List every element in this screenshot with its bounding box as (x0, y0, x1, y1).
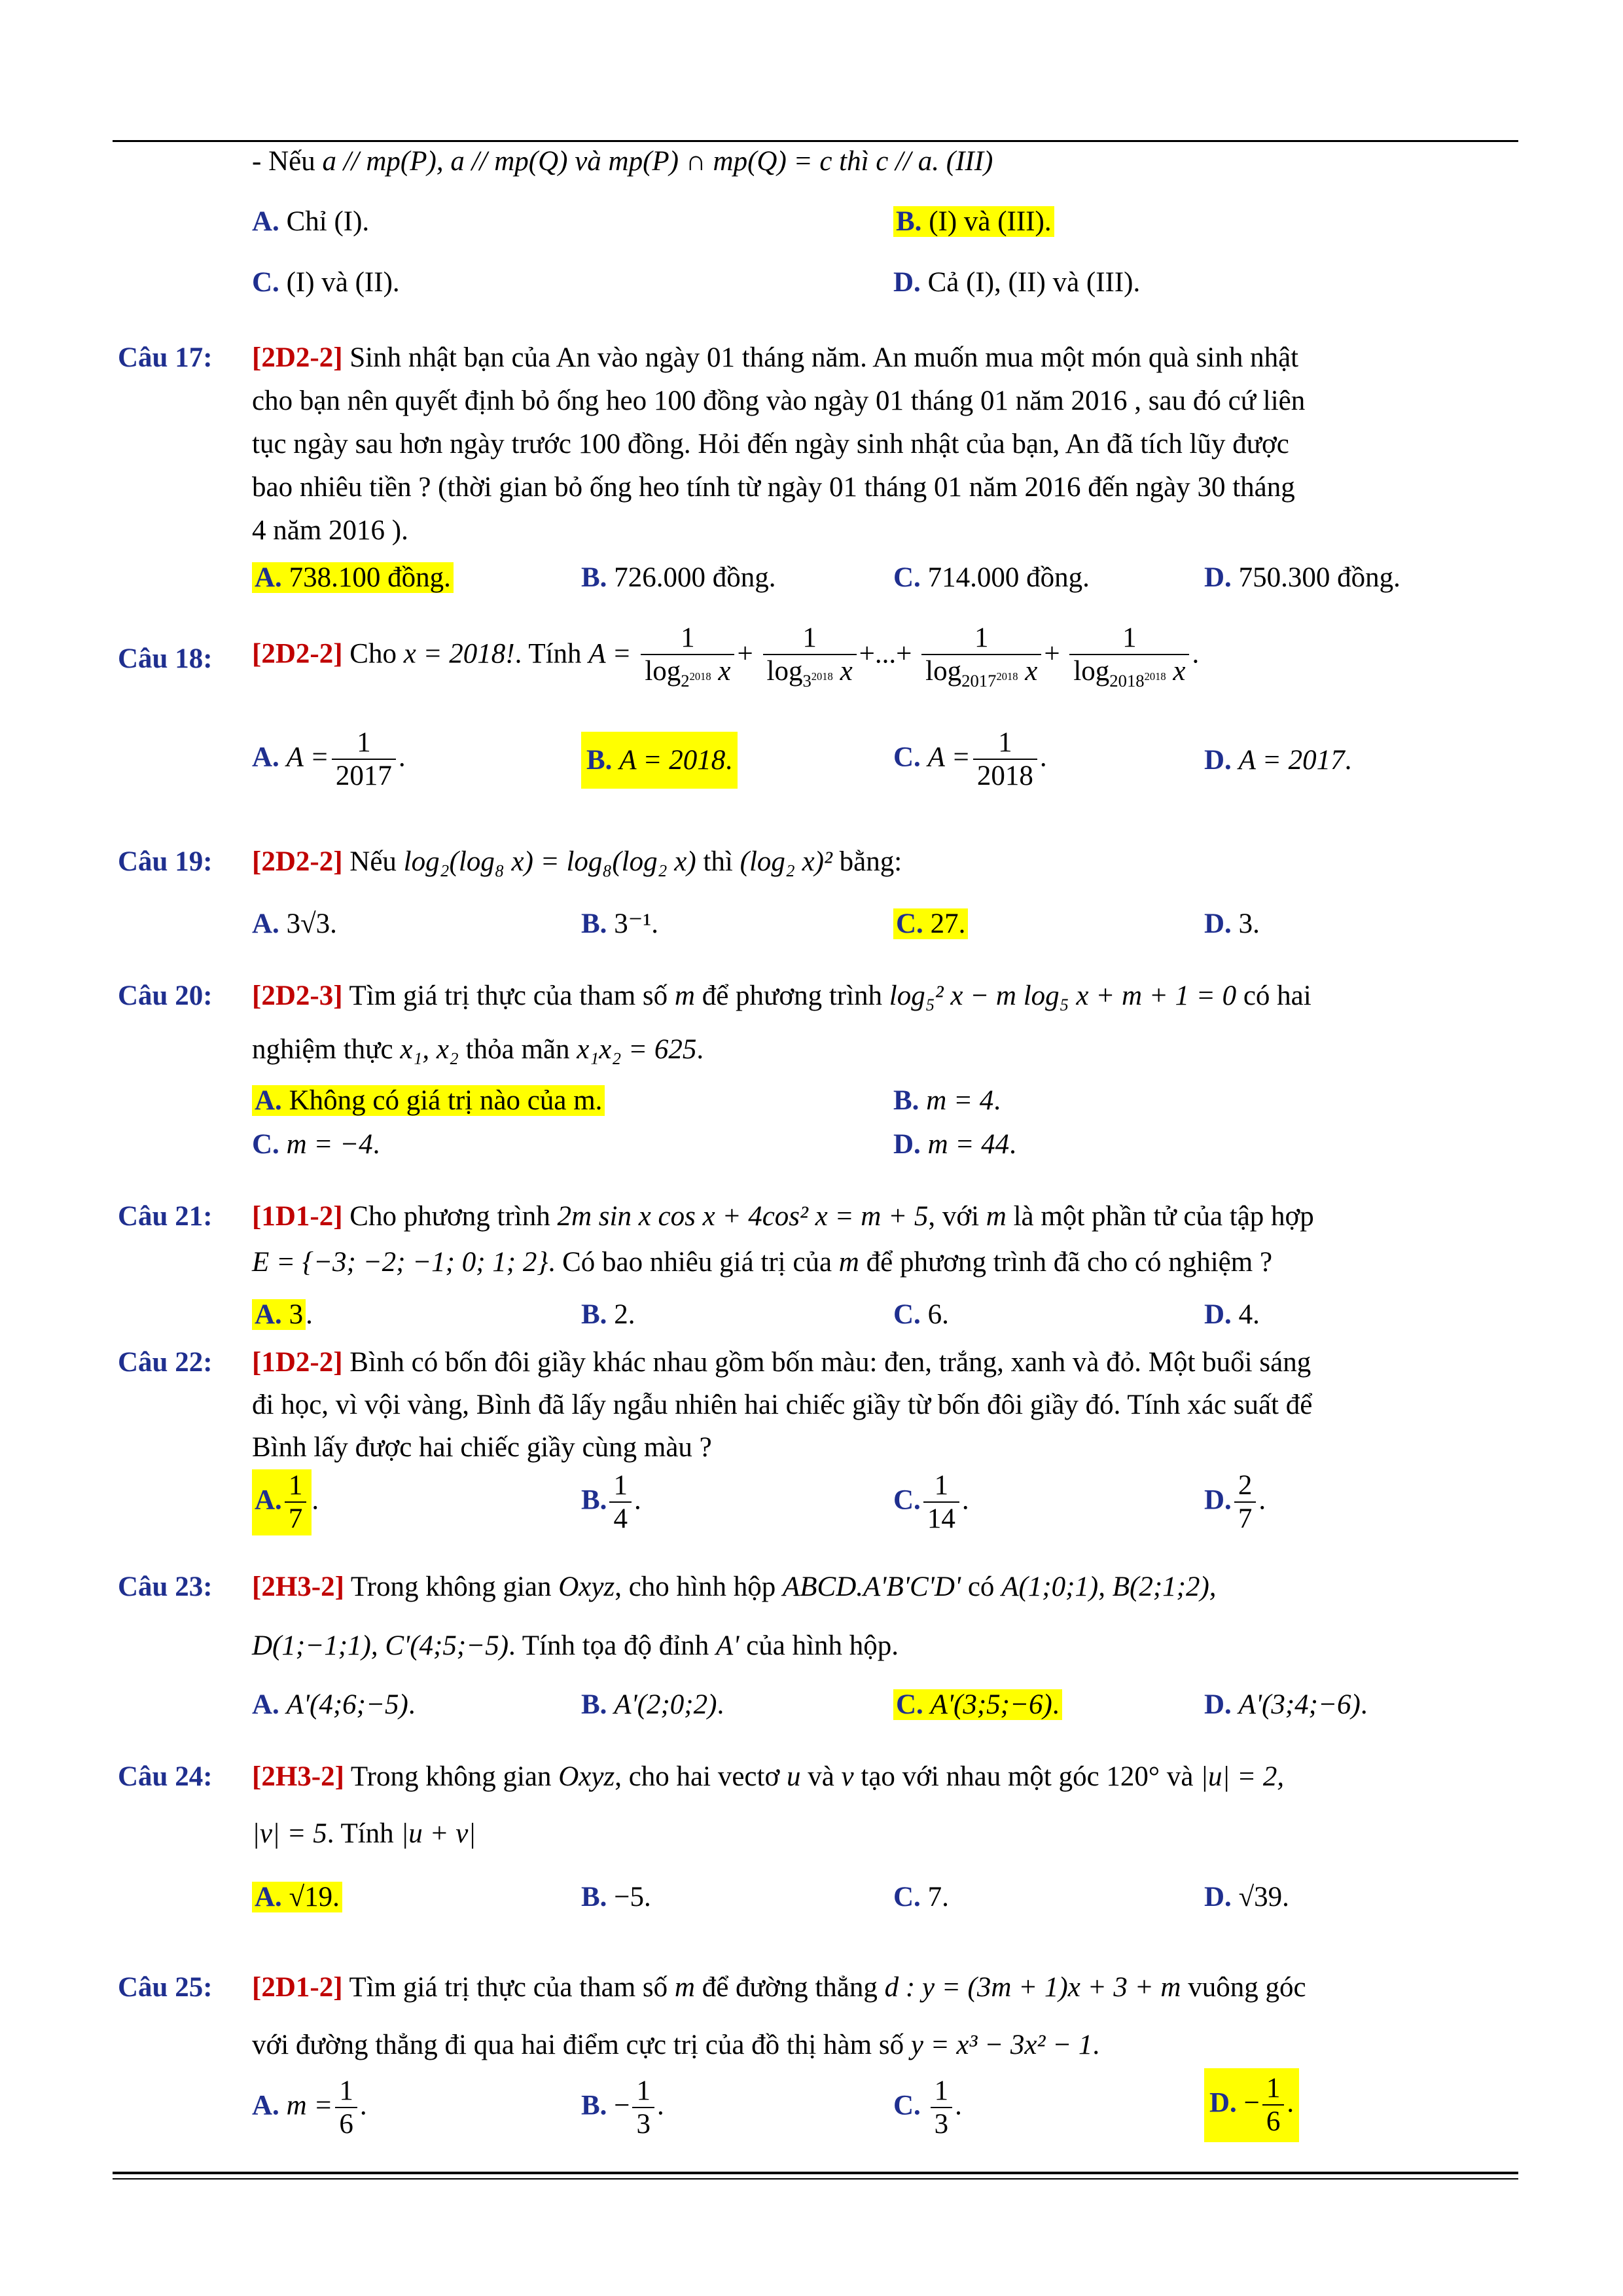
q20-option-c[interactable]: C. m = −4. (252, 1129, 380, 1160)
intro-option-c[interactable]: C. (I) và (II). (252, 267, 400, 298)
q20-option-a[interactable]: A. Không có giá trị nào của m. (252, 1083, 605, 1119)
q18-option-a[interactable]: A. A = $\frac{1}{2017}$ . (252, 727, 406, 792)
q23-option-b[interactable]: B. A'(2;0;2). (581, 1689, 724, 1720)
q23-option-d[interactable]: D. A'(3;4;−6). (1204, 1689, 1368, 1720)
q17-option-c[interactable]: C. 714.000 đồng. (893, 562, 1090, 593)
q25-line-1: [2D1-2] Tìm giá trị thực của tham số m để đường thẳng d : y = (3m + 1)x + 3 + m vuông góc (252, 1972, 1306, 2003)
q22-line-3: Bình lấy được hai chiếc giầy cùng màu ? (252, 1432, 712, 1463)
footer-rule (113, 2172, 1518, 2174)
q17-option-d[interactable]: D. 750.300 đồng. (1204, 562, 1400, 593)
intro-option-a[interactable]: A. Chỉ (I). (252, 206, 370, 237)
q23-line-2: D(1;−1;1), C'(4;5;−5). Tính tọa độ đỉnh A' của hình hộp. (252, 1630, 899, 1661)
q18-option-b[interactable]: B. A = 2018. (581, 743, 738, 778)
q22-option-d[interactable]: D. $\frac{2}{7}$ . (1204, 1470, 1266, 1535)
q17-label: Câu 17: (118, 342, 213, 373)
q18-option-d[interactable]: D. A = 2017. (1204, 745, 1352, 776)
q18-stem: [2D2-2] Cho x = 2018!. Tính A = $\frac{1}{\log_{2^{2018}} x}$ + $\frac{1}{\log_{3^{2018}} x}$ +...+ $\frac{1}{\log_{2017^{2018}} x}$ + $\frac{1}{\log_{2018^{2018}} x}$ . (252, 622, 1200, 691)
q18-term-2: $\frac{1}{\log_{3^{2018}} x}$ (763, 622, 857, 691)
statement-iii-expr: a // mp(P), a // mp(Q) và mp(P) ∩ mp(Q) = c thì c // a. (III) (322, 146, 993, 177)
q21-option-b[interactable]: B. 2. (581, 1299, 635, 1330)
q20-line-1: [2D2-3] Tìm giá trị thực của tham số m để phương trình log₅² x − m log₅ x + m + 1 = 0 có hai (252, 980, 1311, 1011)
q17-line-5: 4 năm 2016 ). (252, 515, 408, 546)
q23-line-1: [2H3-2] Trong không gian Oxyz, cho hình hộp ABCD.A'B'C'D' có A(1;0;1), B(2;1;2), (252, 1571, 1217, 1602)
q19-option-c[interactable]: C. 27. (893, 906, 968, 942)
q24-line-2: |v| = 5. Tính |u + v| (252, 1818, 476, 1849)
q22-line-2: đi học, vì vội vàng, Bình đã lấy ngẫu nhiên hai chiếc giầy từ bốn đôi giầy đó. Tính xác suất để (252, 1390, 1313, 1420)
q17-line-1: [2D2-2] Sinh nhật bạn của An vào ngày 01 tháng năm. An muốn mua một món quà sinh nhật (252, 342, 1299, 373)
q21-option-a[interactable]: A. 3. (252, 1297, 313, 1333)
footer-rule-thin (113, 2178, 1518, 2179)
q17-line-4: bao nhiêu tiền ? (thời gian bỏ ống heo tính từ ngày 01 tháng 01 năm 2016 đến ngày 30 tháng (252, 472, 1295, 503)
q18-label: Câu 18: (118, 643, 213, 674)
q24-option-a[interactable]: A. √19. (252, 1880, 342, 1915)
q19-option-a[interactable]: A. 3√3. (252, 908, 337, 939)
q22-option-a[interactable]: A. $\frac{1}{7}$ . (252, 1469, 319, 1535)
q18-term-1: $\frac{1}{\log_{2^{2018}} x}$ (641, 622, 734, 691)
q21-option-c[interactable]: C. 6. (893, 1299, 949, 1330)
q21-label: Câu 21: (118, 1201, 213, 1232)
q24-option-c[interactable]: C. 7. (893, 1882, 949, 1912)
q25-line-2: với đường thẳng đi qua hai điểm cực trị của đồ thị hàm số y = x³ − 3x² − 1. (252, 2030, 1100, 2060)
q21-option-d[interactable]: D. 4. (1204, 1299, 1260, 1330)
header-rule (113, 140, 1518, 142)
q22-option-c[interactable]: C. $\frac{1}{14}$ . (893, 1470, 969, 1535)
q21-line-1: [1D1-2] Cho phương trình 2m sin x cos x + 4cos² x = m + 5, với m là một phần tử của tập hợp (252, 1201, 1314, 1232)
q20-line-2: nghiệm thực x₁, x₂ thỏa mãn x₁x₂ = 625. (252, 1034, 704, 1065)
q23-option-c[interactable]: C. A'(3;5;−6). (893, 1687, 1062, 1723)
q17-line-3: tục ngày sau hơn ngày trước 100 đồng. Hỏi đến ngày sinh nhật của bạn, An đã tích lũy được (252, 429, 1289, 459)
q20-option-d[interactable]: D. m = 44. (893, 1129, 1016, 1160)
statement-iii: - Nếu a // mp(P), a // mp(Q) và mp(P) ∩ mp(Q) = c thì c // a. (III) (252, 146, 993, 177)
q25-option-b[interactable]: B. − $\frac{1}{3}$ . (581, 2075, 664, 2140)
q22-line-1: [1D2-2] Bình có bốn đôi giầy khác nhau gồm bốn màu: đen, trắng, xanh và đỏ. Một buổi sáng (252, 1347, 1311, 1378)
q24-label: Câu 24: (118, 1761, 213, 1792)
q19-stem: [2D2-2] Nếu log₂(log₈ x) = log₈(log₂ x) thì (log₂ x)² bằng: (252, 846, 902, 877)
q17-option-a[interactable]: A. 738.100 đồng. (252, 560, 454, 596)
q25-option-a[interactable]: A. m = $\frac{1}{6}$ . (252, 2075, 367, 2140)
q18-term-3: $\frac{1}{\log_{2017^{2018}} x}$ (921, 622, 1041, 691)
q19-label: Câu 19: (118, 846, 213, 877)
q24-option-b[interactable]: B. −5. (581, 1882, 651, 1912)
q22-option-b[interactable]: B. $\frac{1}{4}$ . (581, 1470, 641, 1535)
q18-term-4: $\frac{1}{\log_{2018^{2018}} x}$ (1069, 622, 1189, 691)
q25-label: Câu 25: (118, 1972, 213, 2003)
q24-option-d[interactable]: D. √39. (1204, 1882, 1289, 1912)
q25-option-c[interactable]: C. $\frac{1}{3}$ . (893, 2075, 962, 2140)
q17-option-b[interactable]: B. 726.000 đồng. (581, 562, 776, 593)
q17-line-2: cho bạn nên quyết định bỏ ống heo 100 đồng vào ngày 01 tháng 01 năm 2016 , sau đó cứ liên (252, 386, 1306, 416)
q24-line-1: [2H3-2] Trong không gian Oxyz, cho hai vectơ u và v tạo với nhau một góc 120° và |u| = 2, (252, 1761, 1285, 1792)
q23-option-a[interactable]: A. A'(4;6;−5). (252, 1689, 416, 1720)
q20-option-b[interactable]: B. m = 4. (893, 1085, 1001, 1116)
q19-option-b[interactable]: B. 3⁻¹. (581, 908, 659, 939)
q22-label: Câu 22: (118, 1347, 213, 1378)
q20-label: Câu 20: (118, 980, 213, 1011)
q25-option-d[interactable]: D. − $\frac{1}{6}$ . (1204, 2068, 1299, 2142)
q19-option-d[interactable]: D. 3. (1204, 908, 1260, 939)
q18-option-c[interactable]: C. A = $\frac{1}{2018}$ . (893, 727, 1047, 792)
intro-option-b[interactable]: B. (I) và (III). (893, 204, 1054, 240)
intro-option-d[interactable]: D. Cả (I), (II) và (III). (893, 267, 1141, 298)
q23-label: Câu 23: (118, 1571, 213, 1602)
q21-line-2: E = {−3; −2; −1; 0; 1; 2}. Có bao nhiêu giá trị của m để phương trình đã cho có nghiệm ? (252, 1247, 1273, 1278)
